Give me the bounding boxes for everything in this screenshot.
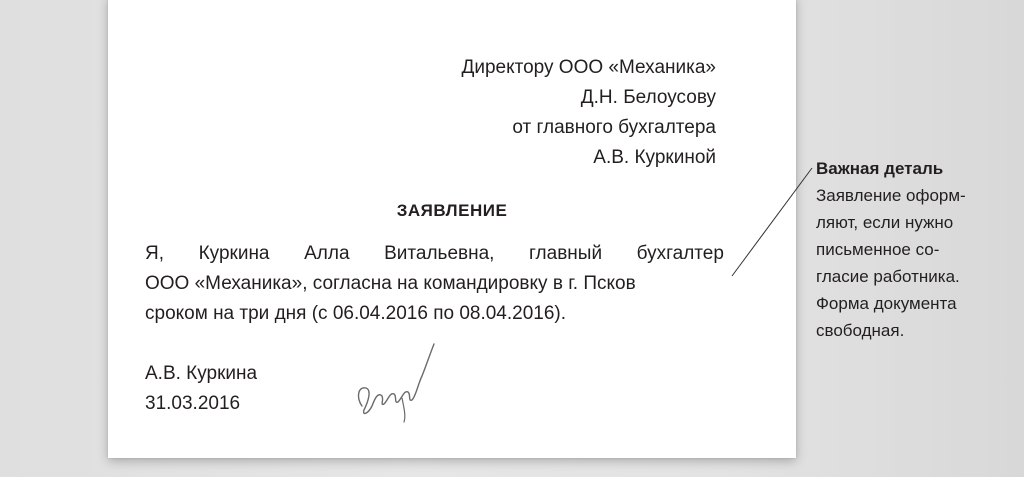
- body-line-1: [145, 239, 724, 269]
- document-date: 31.03.2016: [145, 393, 241, 414]
- note-line: письменное со-: [816, 240, 940, 259]
- note-line: свободная.: [816, 321, 905, 340]
- body-word: главный: [529, 243, 603, 264]
- addressee-line: Д.Н. Белоусову: [580, 87, 716, 108]
- body-word: Я,: [145, 243, 164, 264]
- side-note: [816, 155, 966, 344]
- handwritten-signature: [342, 336, 438, 424]
- note-line: гласие работника.: [816, 267, 960, 286]
- body-line-2: ООО «Механика», согласна на командировку в г. Псков: [145, 273, 636, 294]
- signature-block: [145, 359, 257, 419]
- body-word: Алла: [304, 243, 350, 264]
- addressee-line: Директору ООО «Механика»: [461, 57, 716, 78]
- body-line-3: сроком на три дня (с 06.04.2016 по 08.04.2016).: [145, 303, 567, 324]
- document-title: ЗАЯВЛЕНИЕ: [396, 201, 508, 220]
- addressee-block: [461, 53, 716, 173]
- document-sheet: [108, 0, 796, 458]
- body-word: бухгалтер: [636, 243, 724, 264]
- note-line: ляют, если нужно: [816, 213, 954, 232]
- addressee-line: от главного бухгалтера: [512, 117, 716, 138]
- body-word: Витальевна,: [384, 243, 495, 264]
- addressee-line: А.В. Куркиной: [593, 147, 716, 168]
- note-title: Важная деталь: [816, 159, 944, 178]
- note-line: Заявление оформ-: [816, 186, 966, 205]
- signer-name: А.В. Куркина: [145, 363, 258, 384]
- document-body: [145, 239, 724, 329]
- body-word: Куркина: [198, 243, 270, 264]
- note-line: Форма документа: [816, 294, 957, 313]
